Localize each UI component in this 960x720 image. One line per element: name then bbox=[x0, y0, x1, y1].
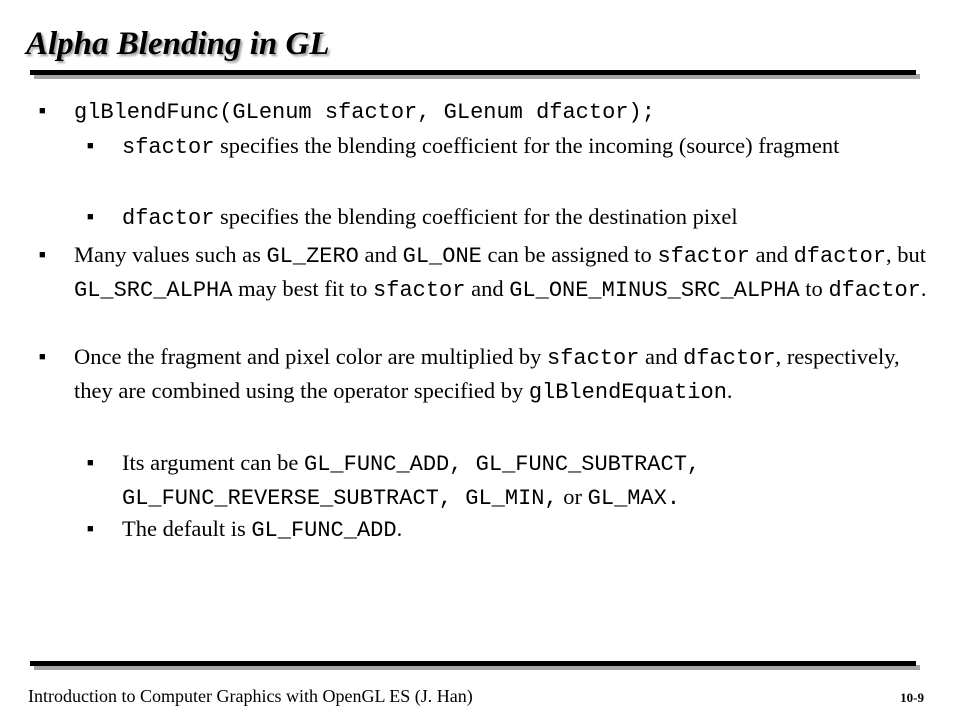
body-text: Its argument can be bbox=[122, 450, 305, 475]
body-text: to bbox=[799, 276, 829, 301]
title-divider bbox=[30, 70, 916, 75]
body-text: and bbox=[749, 242, 794, 267]
code-text: dfactor bbox=[793, 244, 887, 269]
footer-course-title: Introduction to Computer Graphics with OpenGL ES (J. Han) bbox=[28, 686, 473, 706]
code-text: sfactor bbox=[373, 278, 466, 303]
body-text: and bbox=[358, 242, 403, 267]
body-text: The default is bbox=[122, 516, 252, 541]
code-text: GL_MAX. bbox=[587, 486, 681, 511]
code-text: sfactor bbox=[657, 244, 750, 269]
square-bullet-icon: ■ bbox=[87, 211, 94, 223]
body-text: . bbox=[396, 516, 403, 541]
square-bullet-icon: ■ bbox=[39, 105, 46, 117]
body-text: specifies the blending coefficient for the incoming (source) fragment bbox=[214, 133, 840, 158]
code-text: dfactor bbox=[683, 346, 776, 371]
body-text: and bbox=[465, 276, 510, 301]
body-text: Once the fragment and pixel color are multiplied by bbox=[74, 344, 547, 369]
sub-bullet-item bbox=[87, 201, 922, 235]
body-text: , respectively, they are combined using the operator specified by bbox=[74, 344, 900, 403]
bullet-item bbox=[39, 239, 938, 307]
code-text: sfactor bbox=[122, 135, 215, 160]
sub-bullet-item bbox=[87, 130, 922, 164]
bullet-item bbox=[39, 95, 938, 129]
square-bullet-icon: ■ bbox=[39, 351, 46, 363]
page-number: 10-9 bbox=[900, 690, 924, 705]
body-text: specifies the blending coefficient for the destination pixel bbox=[214, 204, 738, 229]
square-bullet-icon: ■ bbox=[87, 457, 94, 469]
sub-bullet-item bbox=[87, 513, 922, 547]
code-text: glBlendFunc(GLenum sfactor, GLenum dfactor); bbox=[74, 100, 655, 125]
body-text: . bbox=[920, 276, 927, 301]
square-bullet-icon: ■ bbox=[87, 140, 94, 152]
code-text: GL_ONE bbox=[402, 244, 482, 269]
code-text: dfactor bbox=[122, 206, 215, 231]
square-bullet-icon: ■ bbox=[87, 523, 94, 535]
body-text: may best fit to bbox=[232, 276, 374, 301]
code-text: GL_SRC_ALPHA bbox=[74, 278, 233, 303]
slide-title: Alpha Blending in GL bbox=[26, 26, 330, 62]
code-text: GL_FUNC_ADD, GL_FUNC_SUBTRACT, GL_FUNC_REVERSE_SUBTRACT, GL_MIN, bbox=[122, 452, 701, 511]
body-text: , but bbox=[886, 242, 927, 267]
code-text: dfactor bbox=[828, 278, 921, 303]
body-text: and bbox=[639, 344, 684, 369]
code-text: sfactor bbox=[546, 346, 640, 371]
body-text: . bbox=[726, 378, 733, 403]
bullet-item bbox=[39, 341, 938, 409]
code-text: GL_FUNC_ADD bbox=[251, 518, 397, 543]
body-text: can be assigned to bbox=[481, 242, 658, 267]
code-text: GL_ONE_MINUS_SRC_ALPHA bbox=[509, 278, 800, 303]
body-text: or bbox=[557, 484, 588, 509]
code-text: glBlendEquation bbox=[528, 380, 727, 405]
code-text: GL_ZERO bbox=[266, 244, 359, 269]
square-bullet-icon: ■ bbox=[39, 249, 46, 261]
footer-divider bbox=[30, 661, 916, 666]
sub-bullet-item bbox=[87, 447, 922, 515]
body-text: Many values such as bbox=[74, 242, 267, 267]
